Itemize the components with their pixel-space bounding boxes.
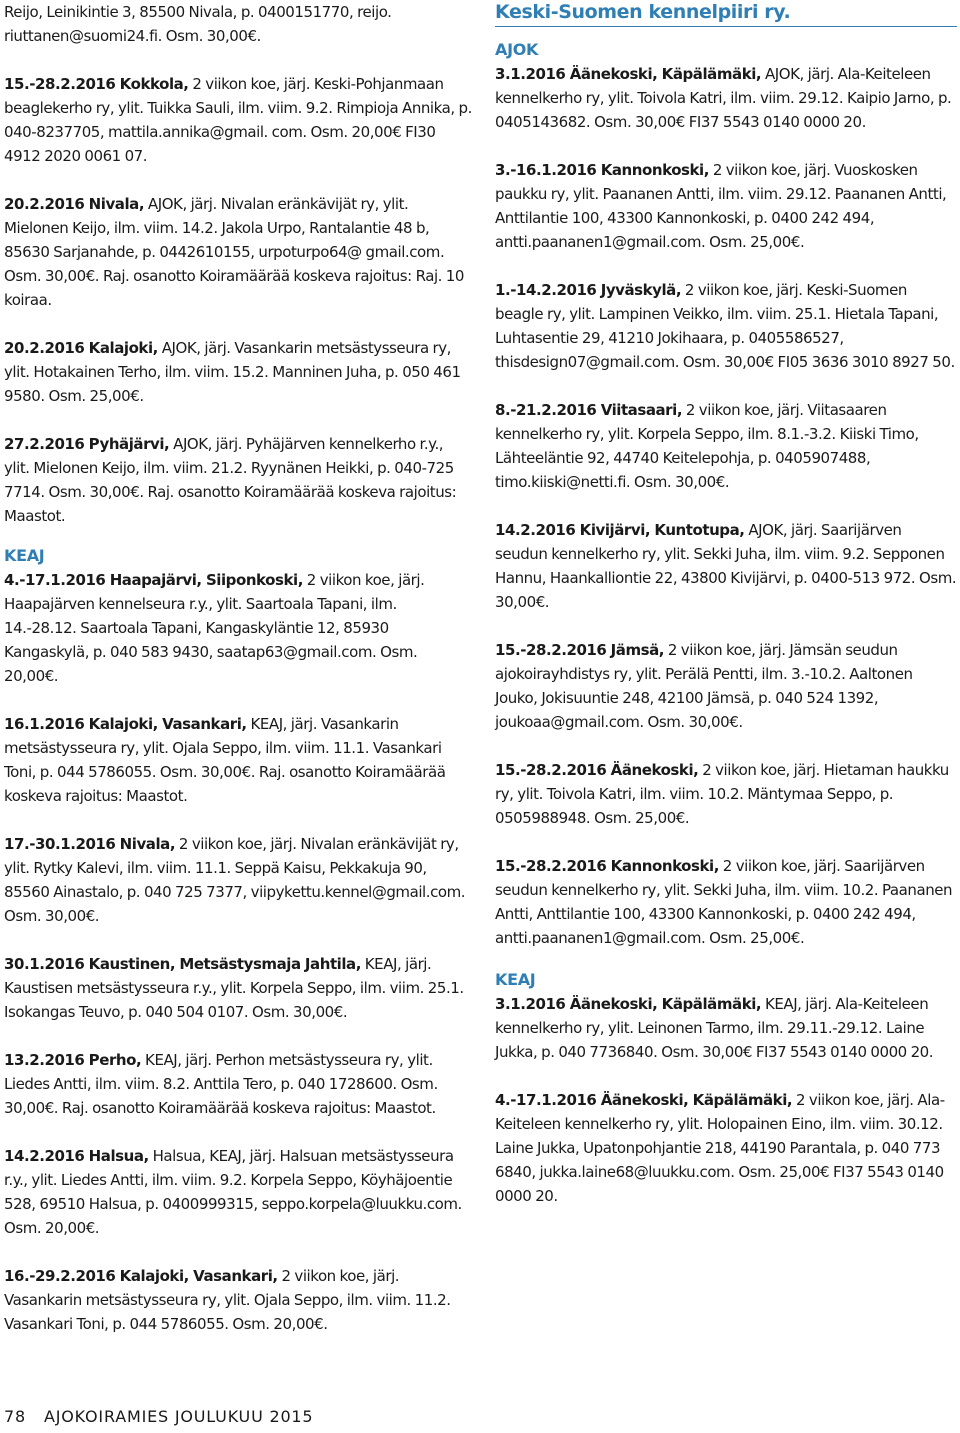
entry-pyhajarvi — [4, 432, 472, 528]
entry-text: KEAJ, järj. Kaustisen metsästysseura r.y., ylit. Korpela Seppo, ilm. viim. 25.1. Isokangas Teuvo, p. 040 504 0107. Osm. 30,00€. — [4, 955, 464, 1021]
publication-name: AJOKOIRAMIES JOULUKUU 2015 — [43, 1407, 314, 1426]
section-heading-ajok: AJOK — [495, 40, 539, 59]
entry-text: Halsua, KEAJ, järj. Halsuan metsästysseura r.y., ylit. Liedes Antti, ilm. viim. 9.2. Korpela Seppo, Köyhäjoentie 528, 69510 Halsua, p. 0400999315, seppo.korpela@luukku.com. Osm. 20,00€. — [4, 1147, 462, 1237]
entry-title: 17.-30.1.2016 Nivala, — [4, 835, 176, 853]
entry-text: AJOK, järj. Ala-Keiteleen kennelkerho ry, ylit. Toivola Katri, ilm. viim. 29.12. Kaipio Jarno, p. 0405143682. Osm. 30,00€ FI37 5543 0140 0000 20. — [495, 65, 952, 131]
entry-jyvaskyla — [495, 278, 957, 374]
entry-text: 2 viikon koe, järj. Nivalan eränkävijät ry, ylit. Rytky Kalevi, ilm. viim. 11.1. Seppä Kaisu, Pekkakuja 90, 85560 Ainastalo, p. 040 725 7377, viipykettu.kennel@gmail.com. Osm. 30,00€. — [4, 835, 466, 925]
entry-kalajoki-vasankari — [4, 712, 472, 808]
entry-text: AJOK, järj. Pyhäjärven kennelkerho r.y., ylit. Mielonen Keijo, ilm. viim. 21.2. Ryynänen Heikki, p. 040-725 7714. Osm. 30,00€. Raj. osanotto Koiramäärää koskeva rajoitus: Maastot. — [4, 435, 457, 525]
entry-text: AJOK, järj. Saarijärven seudun kennelkerho ry, ylit. Sekki Juha, ilm. viim. 9.2. Sepponen Hannu, Haankalliontie 22, 43800 Kivijärvi, p. 0400-513 972. Osm. 30,00€. — [495, 521, 957, 611]
entry-text: 2 viikon koe, järj. Jämsän seudun ajokoirayhdistys ry, ylit. Perälä Pentti, ilm. 3.-10.2. Aaltonen Jouko, Jokisuuntie 248, 42100 Jämsä, p. 040 524 1392, joukoaa@gmail.com. Osm. 30,00€. — [495, 641, 913, 731]
entry-nivala — [4, 192, 472, 312]
entry-title: 27.2.2016 Pyhäjärvi, — [4, 435, 170, 453]
entry-aanekoski-keaj-koe — [495, 1088, 957, 1208]
entry-title: 15.-28.2.2016 Kokkola, — [4, 75, 189, 93]
section-heading-keaj: KEAJ — [4, 546, 45, 565]
entry-title: 3.1.2016 Äänekoski, Käpälämäki, — [495, 65, 762, 83]
entry-text: 2 viikon koe, järj. Vuoskosken paukku ry, ylit. Paananen Antti, ilm. viim. 29.12. Paananen Antti, Anttilantie 100, 43300 Kannonkoski, p. 0400 242 494, antti.paananen1@gmail.com. Osm. 25,00€. — [495, 161, 947, 251]
entry-title: 20.2.2016 Kalajoki, — [4, 339, 158, 357]
entry-title: 15.-28.2.2016 Jämsä, — [495, 641, 665, 659]
page-footer — [4, 1407, 313, 1426]
district-heading: Keski-Suomen kennelpiiri ry. — [495, 1, 791, 23]
entry-title: 4.-17.1.2016 Haapajärvi, Siiponkoski, — [4, 571, 303, 589]
entry-text: 2 viikon koe, järj. Viitasaaren kennelkerho ry, ylit. Korpela Seppo, ilm. 8.1.-3.2. Kiiski Timo, Lähteeläntie 92, 44740 Keitelepohja, p. 0405907488, timo.kiiski@netti.fi. Osm. 30,00€. — [495, 401, 919, 491]
entry-haapajarvi — [4, 568, 472, 688]
section-heading-keaj: KEAJ — [495, 970, 536, 989]
entry-title: 8.-21.2.2016 Viitasaari, — [495, 401, 683, 419]
entry-halsua — [4, 1144, 472, 1240]
entry-continuation: Reijo, Leinikintie 3, 85500 Nivala, p. 0400151770, reijo. riuttanen@suomi24.fi. Osm. 30,00€. — [4, 3, 392, 45]
entry-title: 14.2.2016 Kivijärvi, Kuntotupa, — [495, 521, 745, 539]
entry-kalajoki — [4, 336, 472, 408]
entry-kaustinen — [4, 952, 472, 1024]
entry-perho — [4, 1048, 472, 1120]
entry-text: AJOK, järj. Nivalan eränkävijät ry, ylit. Mielonen Keijo, ilm. viim. 14.2. Jakola Urpo, Rantalantie 48 b, 85630 Sarjanahde, p. 0442610155, urpoturpo64@ gmail.com. Osm. 30,00€. Raj. osanotto Koiramäärää koskeva rajoitus: Raj. 10 koiraa. — [4, 195, 464, 309]
entry-aanekoski-keaj — [495, 992, 957, 1064]
entry-text: 2 viikon koe, järj. Haapajärven kennelseura r.y., ylit. Saartoala Tapani, ilm. 14.-28.12. Saartoala Tapani, Kangaskyläntie 12, 85930 Kangaskylä, p. 040 583 9430, saatap63@gmail.com. Osm. 20,00€. — [4, 571, 425, 685]
entry-title: 16.1.2016 Kalajoki, Vasankari, — [4, 715, 247, 733]
entry-title: 3.-16.1.2016 Kannonkoski, — [495, 161, 709, 179]
entry-jamsa — [495, 638, 957, 734]
entry-title: 3.1.2016 Äänekoski, Käpälämäki, — [495, 995, 762, 1013]
entry-text: KEAJ, järj. Perhon metsästysseura ry, ylit. Liedes Antti, ilm. viim. 8.2. Anttila Tero, p. 040 1728600. Osm. 30,00€. Raj. osanotto Koiramäärää koskeva rajoitus: Maastot. — [4, 1051, 438, 1117]
entry-text: KEAJ, järj. Ala-Keiteleen kennelkerho ry, ylit. Leinonen Tarmo, ilm. 29.11.-29.12. Laine Jukka, p. 040 7736840. Osm. 30,00€ FI37 5543 0140 0000 20. — [495, 995, 934, 1061]
entry-kivijarvi — [495, 518, 957, 614]
entry-title: 1.-14.2.2016 Jyväskylä, — [495, 281, 682, 299]
right-column — [495, 0, 957, 1208]
entry-kokkola — [4, 72, 472, 168]
entry-text: AJOK, järj. Vasankarin metsästysseura ry, ylit. Hotakainen Terho, ilm. viim. 15.2. Manninen Juha, p. 050 461 9580. Osm. 25,00€. — [4, 339, 461, 405]
entry-title: 16.-29.2.2016 Kalajoki, Vasankari, — [4, 1267, 278, 1285]
entry-aanekoski — [495, 62, 957, 134]
entry-title: 13.2.2016 Perho, — [4, 1051, 142, 1069]
entry-text: 2 viikon koe, järj. Saarijärven seudun kennelkerho ry, ylit. Sekki Juha, ilm. viim. 10.2. Paananen Antti, Anttilantie 100, 43300 Kannonkoski, p. 0400 242 494, antti.paananen1@gmail.com. Osm. 25,00€. — [495, 857, 953, 947]
entry-nivala-koe — [4, 832, 472, 928]
entry-title: 20.2.2016 Nivala, — [4, 195, 145, 213]
entry-title: 4.-17.1.2016 Äänekoski, Käpälämäki, — [495, 1091, 793, 1109]
entry-title: 15.-28.2.2016 Äänekoski, — [495, 761, 699, 779]
left-column — [4, 0, 472, 1336]
entry-text: 2 viikon koe, järj. Hietaman haukku ry, ylit. Toivola Katri, ilm. viim. 10.2. Mäntymaa Seppo, p. 0505988948. Osm. 25,00€. — [495, 761, 949, 827]
entry-aanekoski-koe — [495, 758, 957, 830]
entry-kannonkoski — [495, 158, 957, 254]
entry-viitasaari — [495, 398, 957, 494]
entry-text: 2 viikon koe, järj. Vasankarin metsästysseura ry, ylit. Ojala Seppo, ilm. viim. 11.2. Vasankari Toni, p. 044 5786055. Osm. 20,00€. — [4, 1267, 451, 1333]
entry-kalajoki-koe — [4, 1264, 472, 1336]
entry-title: 14.2.2016 Halsua, — [4, 1147, 149, 1165]
entry-text: 2 viikon koe, järj. Keski-Suomen beagle ry, ylit. Lampinen Veikko, ilm. viim. 25.1. Hietala Tapani, Luhtasentie 29, 41210 Jokihaara, p. 0405586527, thisdesign07@gmail.com. Osm. 30,00€ FI05 3636 3010 8927 50. — [495, 281, 955, 371]
entry-text: KEAJ, järj. Vasankarin metsästysseura ry, ylit. Ojala Seppo, ilm. viim. 11.1. Vasankari Toni, p. 044 5786055. Osm. 30,00€. Raj. osanotto Koiramäärää koskeva rajoitus: Maastot. — [4, 715, 446, 805]
entry-text: 2 viikon koe, järj. Ala-Keiteleen kennelkerho ry, ylit. Holopainen Eino, ilm. viim. 30.12. Laine Jukka, Upatonpohjantie 218, 44190 Parantala, p. 040 773 6840, jukka.laine68@luukku.com. Osm. 25,00€ FI37 5543 0140 0000 20. — [495, 1091, 945, 1205]
entry-title: 15.-28.2.2016 Kannonkoski, — [495, 857, 719, 875]
entry-text: 2 viikon koe, järj. Keski-Pohjanmaan beaglekerho ry, ylit. Tuikka Sauli, ilm. viim. 9.2. Rimpioja Annika, p. 040-8237705, mattila.annika@gmail. com. Osm. 20,00€ FI30 4912 2020 0061 07. — [4, 75, 472, 165]
page-number: 78 — [4, 1407, 26, 1426]
entry-kannonkoski-koe — [495, 854, 957, 950]
entry-title: 30.1.2016 Kaustinen, Metsästysmaja Jahtila, — [4, 955, 361, 973]
heading-rule — [495, 26, 957, 27]
